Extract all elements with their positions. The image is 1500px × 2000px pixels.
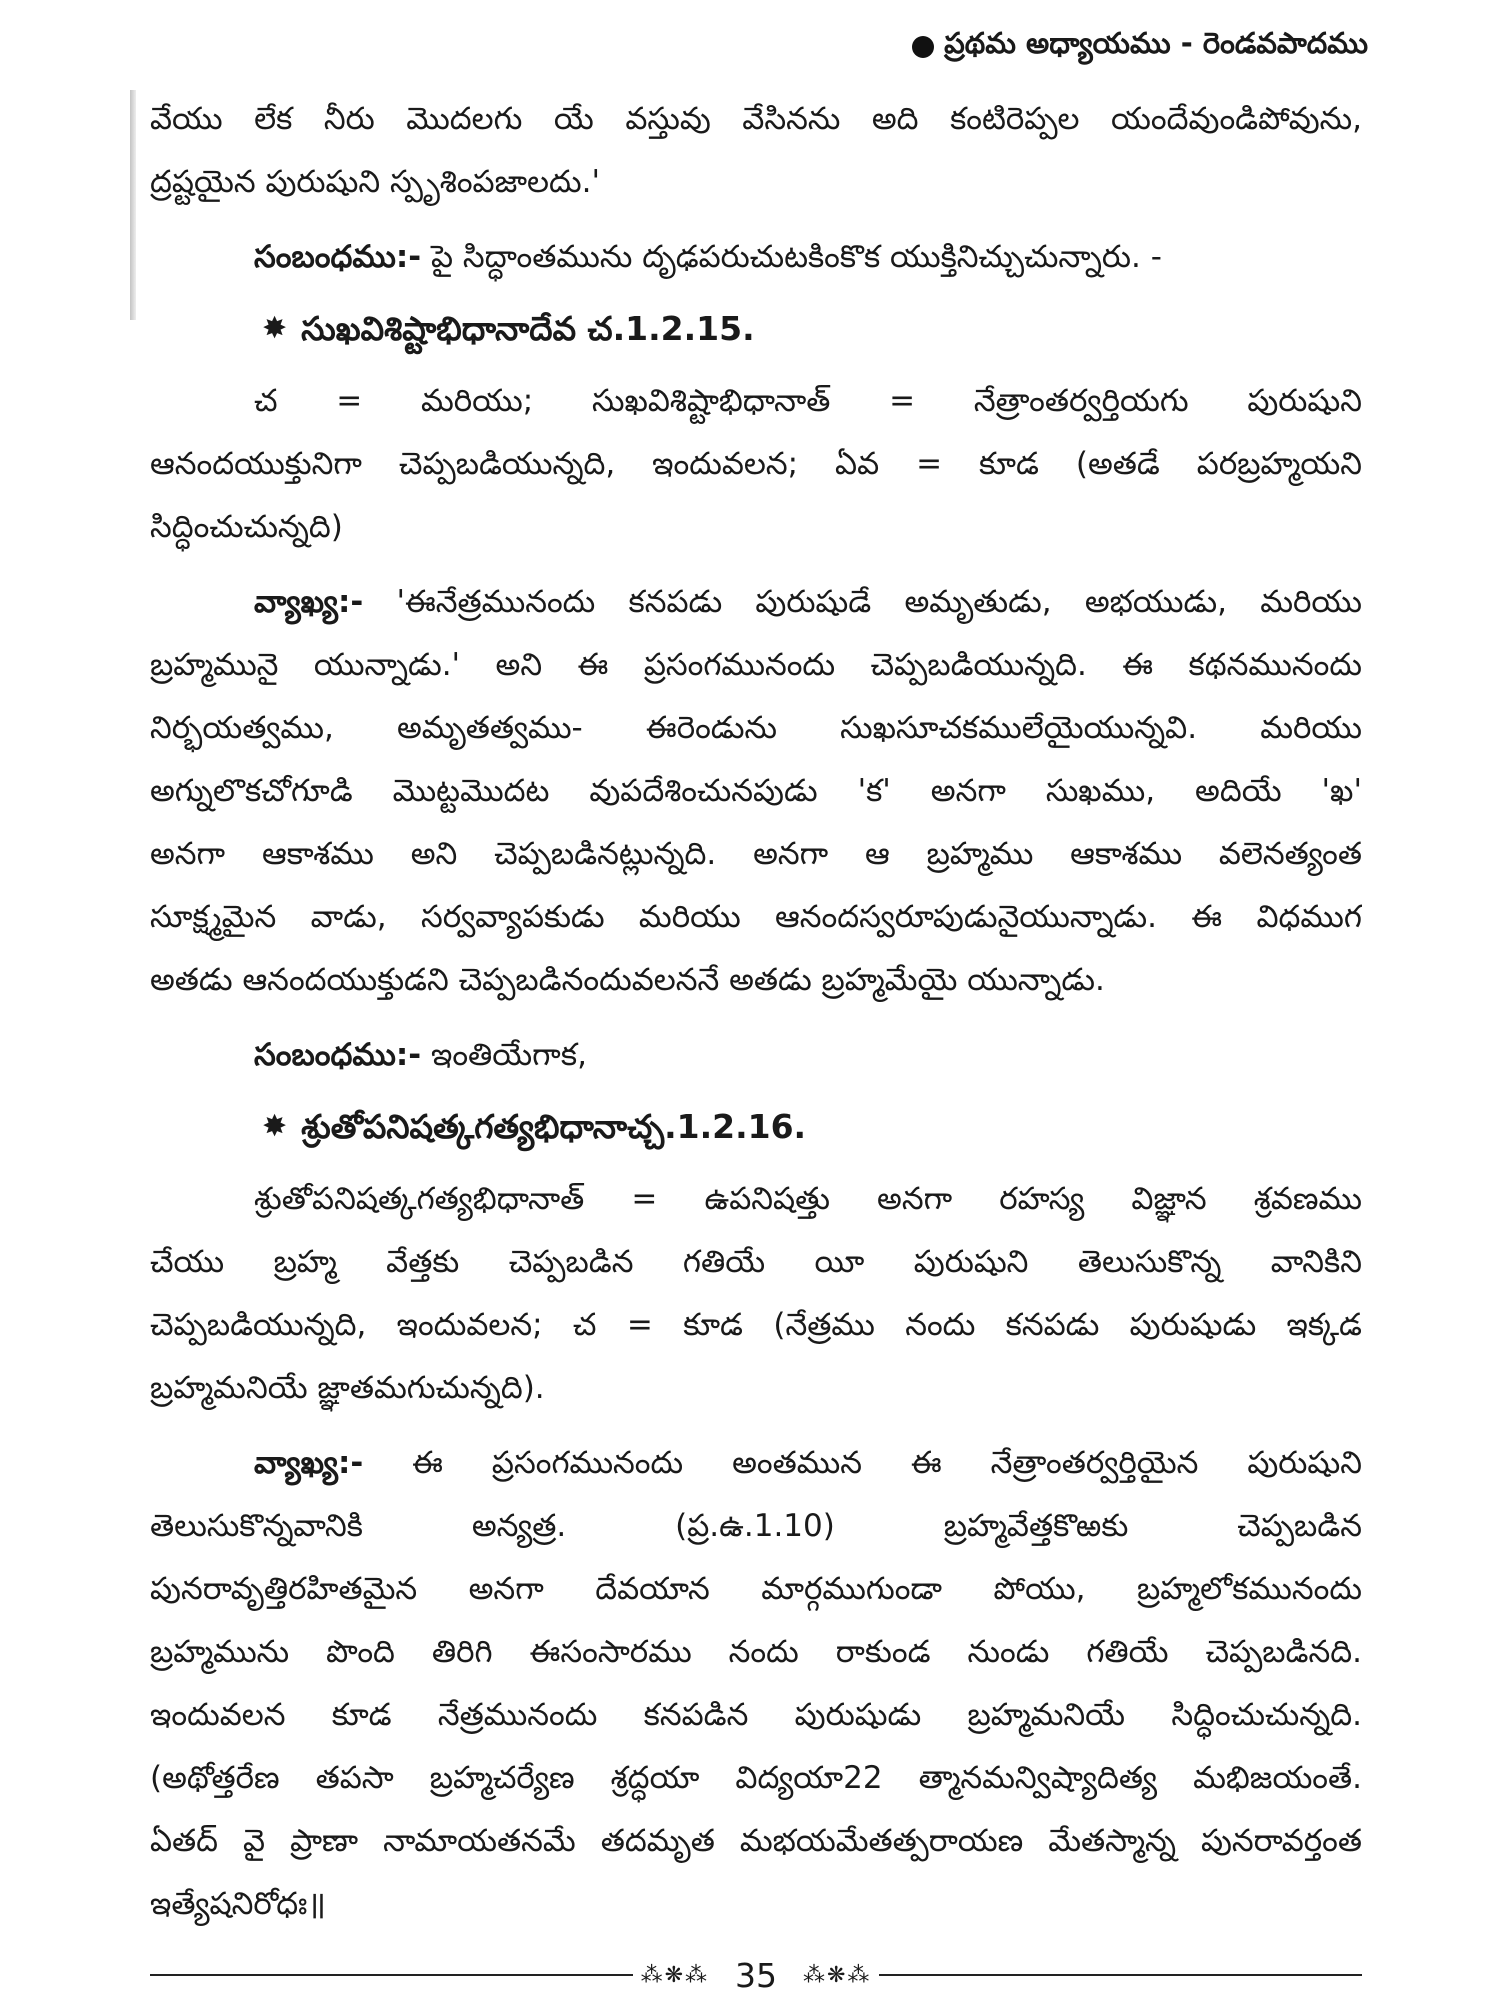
commentary-text: 'ఈనేత్రమునందు కనపడు పురుషుడే అమృతుడు, అభయుడు, మరియు [396, 584, 1362, 620]
header-bullet-icon [912, 36, 934, 58]
text-line: బ్రహ్మమును పొంది తిరిగి ఈసంసారము నందు రాకుండ నుండు గతియే చెప్పబడినది. [150, 1634, 1362, 1670]
sutra-heading [150, 297, 1362, 360]
relation-label: సంబంధము:- [254, 1037, 422, 1073]
text-line: శ్రుతోపనిషత్కగత్యభిధానాత్ = ఉపనిషత్తు అనగా రహస్య విజ్ఞాన శ్రవణము [254, 1181, 1362, 1217]
commentary-text: ఈ ప్రసంగమునందు అంతమున ఈ నేత్రాంతర్వర్తియైన పురుషుని [412, 1445, 1362, 1481]
relation-line [150, 226, 1362, 289]
relation-label: సంబంధము:- [254, 239, 422, 275]
footer-rule-left [150, 1974, 633, 1976]
text-line: నిర్భయత్వము, అమృతత్వము- ఈరెండును సుఖసూచకములేయైయున్నవి. మరియు [150, 710, 1362, 746]
text-line: ఇందువలన కూడ నేత్రమునందు కనపడిన పురుషుడు బ్రహ్మమనియే సిద్ధించుచున్నది. [150, 1697, 1362, 1733]
commentary-label: వ్యాఖ్య:- [254, 1445, 364, 1481]
text-line: ద్రష్టయైన పురుషుని స్పృశింపజాలదు.' [150, 164, 600, 200]
page-content [150, 88, 1362, 1936]
sutra-heading [150, 1095, 1362, 1158]
sutra-text: శ్రుతోపనిషత్కగత్యభిధానాచ్చ.1.2.16. [301, 1107, 807, 1146]
text-line: అనగా ఆకాశము అని చెప్పబడినట్లున్నది. అనగా ఆ బ్రహ్మము ఆకాశము వలెనత్యంత [150, 836, 1362, 872]
page-number: 35 [735, 1955, 777, 1995]
text-line: అగ్నులొకచోగూడి మొట్టమొదట వుపదేశించునపుడు 'క' అనగా సుఖము, అదియే 'ఖ' [150, 773, 1362, 809]
text-line: ఇత్యేషనిరోధః॥ [150, 1886, 326, 1922]
page-header [912, 26, 1368, 68]
ornament-right-icon: ⁂❋⁂ [803, 1962, 872, 1988]
text-line: సూక్ష్మమైన వాడు, సర్వవ్యాపకుడు మరియు ఆనందస్వరూపుడునైయున్నాడు. ఈ విధముగ [150, 899, 1362, 935]
sutra-text: సుఖవిశిష్టాభిధానాదేవ చ.1.2.15. [301, 309, 755, 348]
text-line: సిద్ధించుచున్నది) [150, 509, 343, 545]
commentary-line [150, 571, 1362, 634]
chapter-title: ప్రథమ అధ్యాయము - రెండవపాదము [944, 26, 1368, 60]
text-line: బ్రహ్మమునై యున్నాడు.' అని ఈ ప్రసంగమునందు చెప్పబడియున్నది. ఈ కథనమునందు [150, 647, 1362, 683]
asterisk-icon: ✸ [262, 311, 288, 346]
ornament-left-icon: ⁂❋⁂ [640, 1962, 709, 1988]
text-line: వేయు లేక నీరు మొదలగు యే వస్తువు వేసినను అది కంటిరెప్పల యందేవుండిపోవును, [150, 101, 1362, 137]
text-line: ఏతద్ వై ప్రాణా నామాయతనమే తదమృత మభయమేతత్పరాయణ మేతస్మాన్న పునరావర్తంత [150, 1823, 1362, 1859]
relation-text: పై సిద్ధాంతమును దృఢపరుచుటకింకొక యుక్తినిచ్చుచున్నారు. - [430, 239, 1162, 275]
relation-line [150, 1024, 1362, 1087]
commentary-label: వ్యాఖ్య:- [254, 584, 364, 620]
asterisk-icon: ✸ [262, 1109, 288, 1144]
text-line: పునరావృత్తిరహితమైన అనగా దేవయాన మార్గముగుండా పోయు, బ్రహ్మలోకమునందు [150, 1571, 1362, 1607]
text-line: చేయు బ్రహ్మ వేత్తకు చెప్పబడిన గతియే యీ పురుషుని తెలుసుకొన్న వానికిని [150, 1244, 1362, 1280]
page-footer [150, 1955, 1362, 1995]
page-spine-shadow [130, 90, 136, 320]
text-line: అతడు ఆనందయుక్తుడని చెప్పబడినందువలననే అతడు బ్రహ్మమేయై యున్నాడు. [150, 962, 1105, 998]
text-line: (అథోత్తరేణ తపసా బ్రహ్మచర్యేణ శ్రద్ధయా విద్యయా22 త్మానమన్విష్యాదిత్య మభిజయంతే. [150, 1760, 1362, 1796]
text-line: తెలుసుకొన్నవానికి అన్యత్ర. (ప్ర.ఉ.1.10) బ్రహ్మవేత్తకొఱకు చెప్పబడిన [150, 1508, 1362, 1544]
commentary-line [150, 1432, 1362, 1495]
text-line: బ్రహ్మమనియే జ్ఞాతమగుచున్నది). [150, 1370, 545, 1406]
text-line: చెప్పబడియున్నది, ఇందువలన; చ = కూడ (నేత్రము నందు కనపడు పురుషుడు ఇక్కడ [150, 1307, 1362, 1343]
relation-text: ఇంతియేగాక, [430, 1037, 587, 1073]
footer-rule-right [879, 1974, 1362, 1976]
text-line: ఆనందయుక్తునిగా చెప్పబడియున్నది, ఇందువలన; ఏవ = కూడ (అతడే పరబ్రహ్మయని [150, 446, 1362, 482]
text-line: చ = మరియు; సుఖవిశిష్టాభిధానాత్ = నేత్రాంతర్వర్తియగు పురుషుని [254, 383, 1362, 419]
